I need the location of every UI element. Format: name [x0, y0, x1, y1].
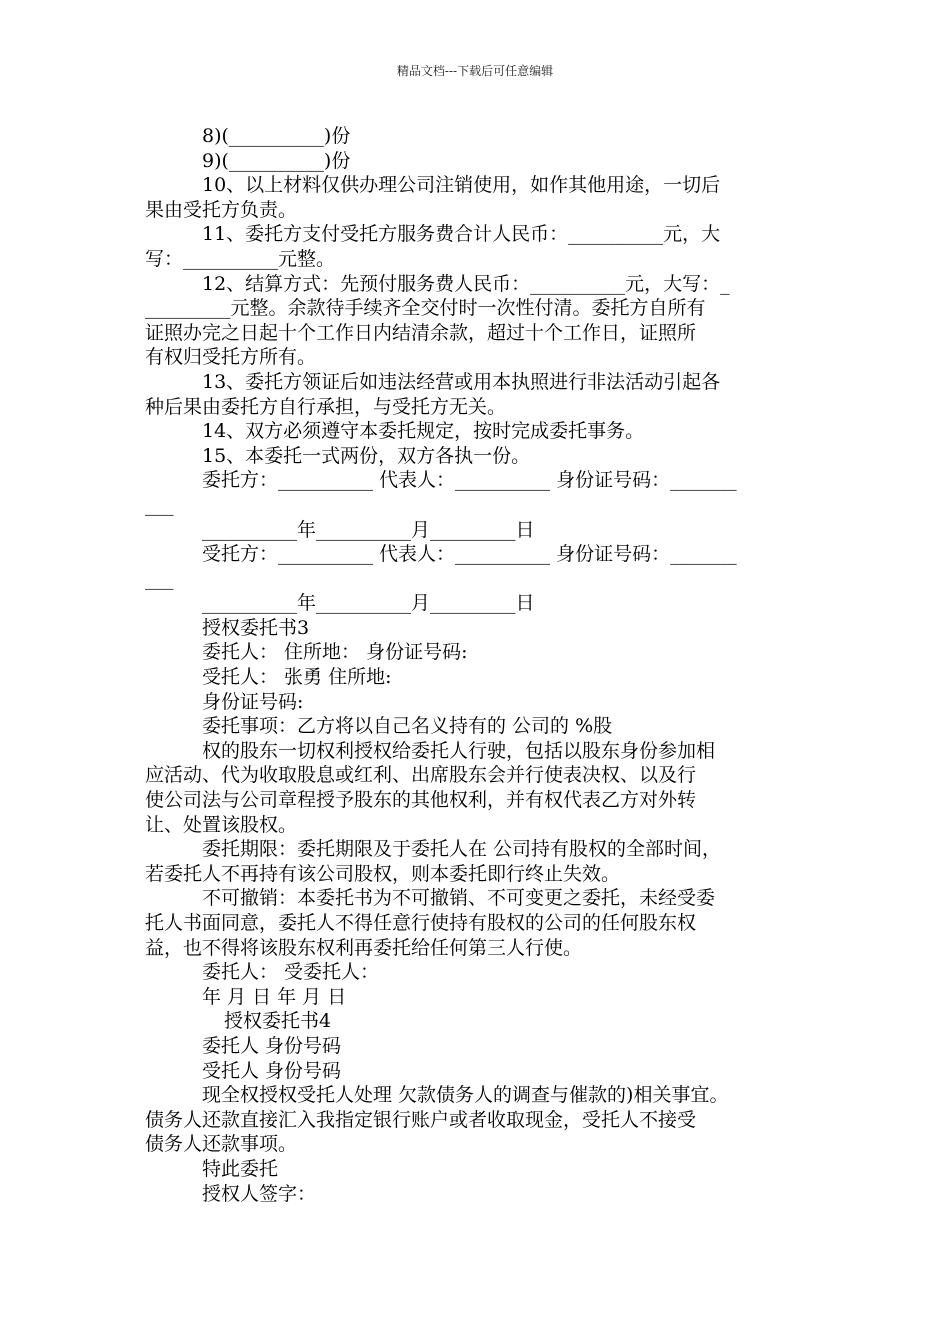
text-line: 11、委托方支付受托方服务费合计人民币：__________元，大 — [202, 223, 721, 246]
text-line: 授权委托书3 — [202, 616, 310, 639]
text-line: 受托人 身份号码 — [202, 1059, 342, 1082]
text-line: 债务人还款事项。 — [145, 1133, 298, 1156]
text-line: 12、结算方式：先预付服务费人民币：__________元，大写：_ — [202, 272, 730, 295]
text-line: 10、以上材料仅供办理公司注销使用，如作其他用途，一切后 — [202, 174, 721, 197]
text-line: 果由受托方负责。 — [145, 198, 298, 221]
text-line: 若委托人不再持有该公司股权，则本委托即行终止失效。 — [145, 862, 621, 885]
text-line: 委托人 身份号码 — [202, 1034, 342, 1057]
text-line: 授权委托书4 — [224, 1010, 332, 1033]
text-line: 债务人还款直接汇入我指定银行账户或者收取现金，受托人不接受 — [145, 1108, 697, 1131]
text-line: 9)(__________)份 — [202, 149, 351, 172]
text-line: 委托事项：乙方将以自己名义持有的 公司的 %股 — [202, 715, 613, 738]
text-line: 8)(__________)份 — [202, 125, 351, 147]
text-line: 委托期限：委托期限及于委托人在 公司持有股权的全部时间， — [202, 838, 722, 861]
document-body — [145, 124, 815, 1206]
text-line: 委托人： 受委托人： — [202, 961, 380, 984]
text-line: 14、双方必须遵守本委托规定，按时完成委托事务。 — [202, 420, 645, 443]
text-line: 委托人： 住所地： 身份证号码: — [202, 641, 468, 664]
text-line: 使公司法与公司章程授予股东的其他权利，并有权代表乙方对外转 — [145, 789, 697, 812]
text-line: 写：__________元整。 — [145, 247, 336, 270]
text-line: 受托人： 张勇 住所地: — [202, 666, 392, 689]
text-line: __________年__________月_________日 — [202, 518, 535, 541]
text-line: 权的股东一切权利授权给委托人行驶，包括以股东身份参加相 — [202, 739, 716, 762]
text-line: 13、委托方领证后如违法经营或用本执照进行非法活动引起各 — [202, 370, 721, 393]
text-line: 15、本委托一式两份，双方各执一份。 — [202, 444, 531, 467]
text-line: _________元整。余款待手续齐全交付时一次性付清。委托方自所有 — [145, 297, 706, 320]
text-line: 授权人签字： — [202, 1182, 317, 1205]
text-line: 特此委托 — [202, 1157, 279, 1180]
text-line: 托人书面同意，委托人不得任意行使持有股权的公司的任何股东权 — [145, 912, 697, 934]
text-line: 证照办完之日起十个工作日内结清余款，超过十个工作日，证照所 — [145, 321, 697, 344]
text-line: 委托方：__________ 代表人：__________ 身份证号码：_______ — [202, 469, 737, 492]
text-line: 身份证号码: — [202, 690, 304, 713]
text-line: 年 月 日 年 月 日 — [202, 985, 347, 1008]
text-line: ___ — [145, 493, 174, 516]
text-line: 种后果由委托方自行承担，与受托方无关。 — [145, 395, 507, 418]
text-line: ___ — [145, 567, 174, 590]
text-line: 应活动、代为收取股息或红利、出席股东会并行使表决权、以及行 — [145, 764, 697, 787]
text-line: 有权归受托方所有。 — [145, 346, 317, 369]
text-line: 益，也不得将该股东权利再委托给任何第三人行使。 — [145, 936, 583, 959]
page-header: 精品文档---下载后可任意编辑 — [396, 64, 554, 78]
text-line: 不可撤销：本委托书为不可撤销、不可变更之委托，未经受委 — [202, 887, 716, 910]
text-line: 让、处置该股权。 — [145, 813, 298, 836]
text-line: __________年__________月_________日 — [202, 592, 535, 615]
text-line: 受托方：__________ 代表人：__________ 身份证号码：_______ — [202, 543, 737, 566]
text-line: 现全权授权受托人处理 欠款债务人的调查与催款的)相关事宜。 — [202, 1084, 729, 1107]
